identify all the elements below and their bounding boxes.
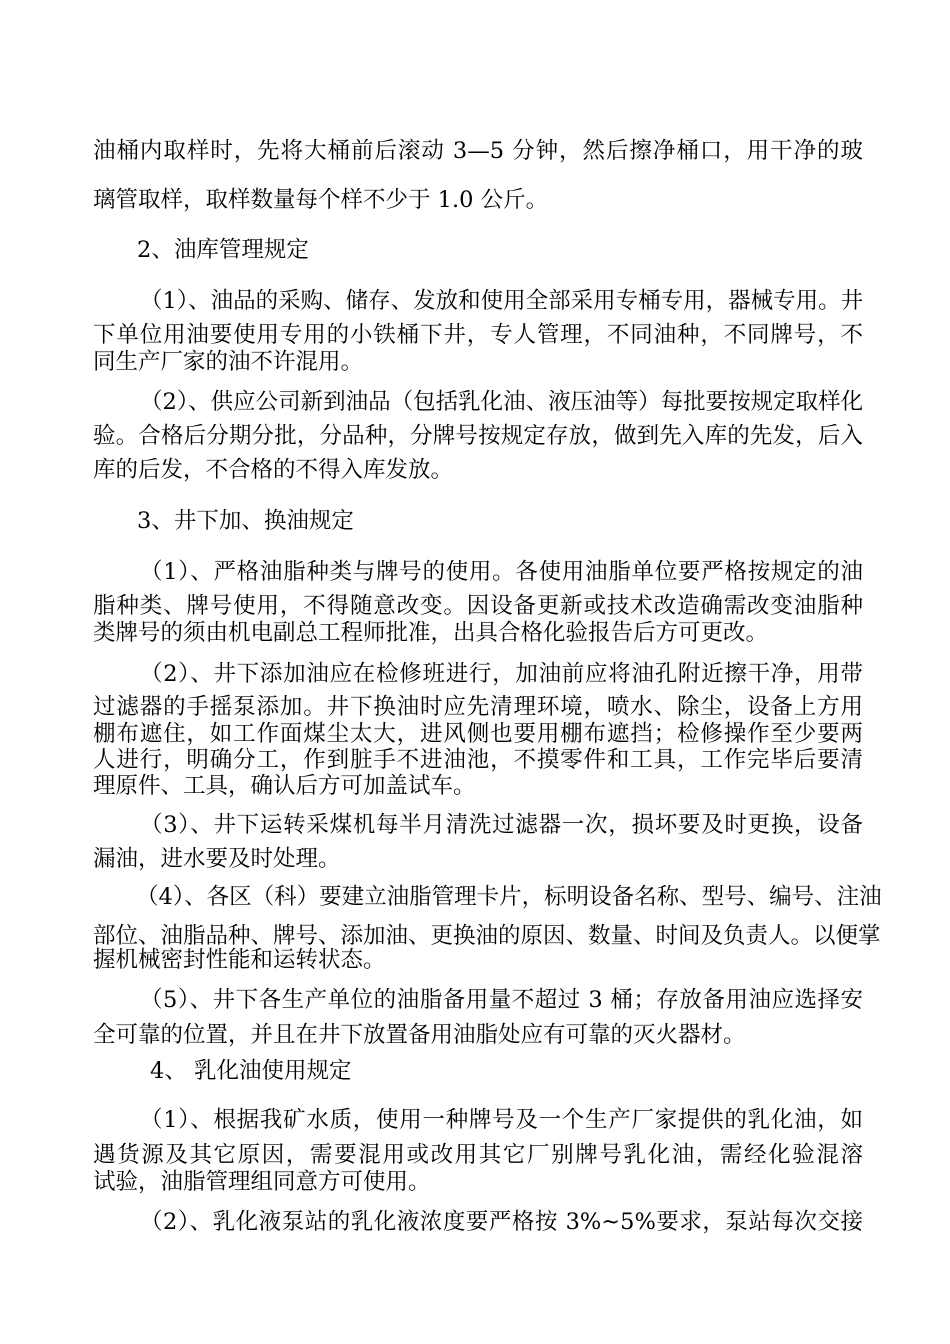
text-line: 过滤器的手摇泵添加。井下换油时应先清理环境，喷水、除尘，设备上方用 bbox=[93, 694, 863, 720]
text-line: 全可靠的位置，并且在井下放置备用油脂处应有可靠的灭火器材。 bbox=[93, 1022, 746, 1048]
section-heading: 2、油库管理规定 bbox=[137, 237, 309, 263]
text-line: （2）、井下添加油应在检修班进行，加油前应将油孔附近擦干净，用带 bbox=[140, 661, 863, 687]
text-line: 油桶内取样时，先将大桶前后滚动 3—5 分钟，然后擦净桶口，用干净的玻 bbox=[93, 138, 863, 164]
text-line: （5）、井下各生产单位的油脂备用量不超过 3 桶；存放备用油应选择安 bbox=[140, 987, 863, 1013]
text-line: （2）、乳化液泵站的乳化液浓度要严格按 3%~5%要求，泵站每次交接 bbox=[140, 1209, 863, 1235]
text-line: （1）、根据我矿水质，使用一种牌号及一个生产厂家提供的乳化油，如 bbox=[140, 1107, 863, 1133]
text-line: 握机械密封性能和运转状态。 bbox=[93, 947, 386, 973]
text-line: 库的后发，不合格的不得入库发放。 bbox=[93, 457, 454, 483]
text-line: 璃管取样，取样数量每个样不少于 1.0 公斤。 bbox=[93, 187, 549, 213]
text-line: （1）、严格油脂种类与牌号的使用。各使用油脂单位要严格按规定的油 bbox=[140, 559, 863, 585]
text-line: 下单位用油要使用专用的小铁桶下井，专人管理，不同油种，不同牌号，不 bbox=[93, 322, 863, 348]
text-line: 验。合格后分期分批，分品种，分牌号按规定存放，做到先入库的先发，后入 bbox=[93, 423, 863, 449]
text-line: （1）、油品的采购、储存、发放和使用全部采用专桶专用，器械专用。井 bbox=[140, 288, 864, 314]
text-line: 棚布遮住，如工作面煤尘太大，进风侧也要用棚布遮挡；检修操作至少要两 bbox=[93, 721, 863, 747]
text-line: 同生产厂家的油不许混用。 bbox=[93, 349, 364, 375]
text-line: （2）、供应公司新到油品（包括乳化油、液压油等）每批要按规定取样化 bbox=[140, 389, 864, 415]
text-line: 理原件、工具，确认后方可加盖试车。 bbox=[93, 773, 476, 799]
section-heading: 3、井下加、换油规定 bbox=[137, 508, 354, 534]
text-line: （3）、井下运转采煤机每半月清洗过滤器一次，损坏要及时更换，设备 bbox=[140, 812, 863, 838]
text-line: 漏油，进水要及时处理。 bbox=[93, 846, 341, 872]
text-line: （4）、各区（科）要建立油脂管理卡片，标明设备名称、型号、编号、注油 bbox=[136, 884, 882, 910]
text-line: 脂种类、牌号使用，不得随意改变。因设备更新或技术改造确需改变油脂种 bbox=[93, 593, 863, 619]
text-line: 类牌号的须由机电副总工程师批准，出具合格化验报告后方可更改。 bbox=[93, 620, 769, 646]
text-line: 人进行，明确分工，作到脏手不进油池，不摸零件和工具，工作完毕后要清 bbox=[93, 747, 863, 773]
section-heading: 4、 乳化油使用规定 bbox=[150, 1058, 352, 1084]
text-line: 遇货源及其它原因，需要混用或改用其它厂别牌号乳化油，需经化验混溶 bbox=[93, 1142, 863, 1168]
text-line: 部位、油脂品种、牌号、添加油、更换油的原因、数量、时间及负责人。以便掌 bbox=[93, 923, 881, 949]
text-line: 试验，油脂管理组同意方可使用。 bbox=[93, 1169, 431, 1195]
